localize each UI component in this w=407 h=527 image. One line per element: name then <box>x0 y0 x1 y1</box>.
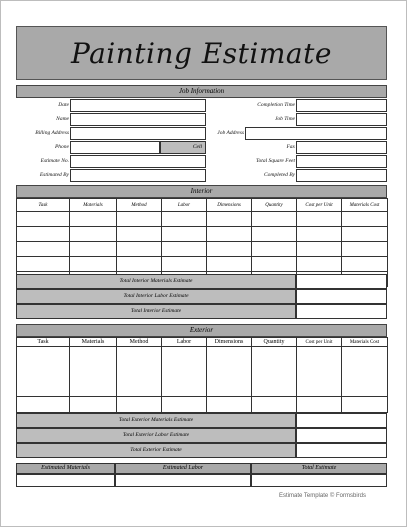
billing-address-field[interactable] <box>70 127 206 140</box>
title-banner <box>16 26 387 80</box>
exterior-cell[interactable] <box>17 397 70 413</box>
interior-total-field[interactable] <box>296 304 387 319</box>
interior-cell[interactable] <box>207 257 252 272</box>
exterior-heading: Exterior <box>16 324 387 337</box>
interior-cell[interactable] <box>117 212 162 227</box>
exterior-cell[interactable] <box>297 397 342 413</box>
interior-cell[interactable] <box>207 242 252 257</box>
interior-cell[interactable] <box>342 227 388 242</box>
phone-label: Phone <box>54 144 69 150</box>
interior-cell[interactable] <box>252 227 297 242</box>
exterior-total-field[interactable] <box>296 443 387 458</box>
interior-col-method: Method <box>117 199 162 212</box>
interior-cell[interactable] <box>17 242 70 257</box>
date-label: Date <box>58 102 69 108</box>
job-time-label: Job Time <box>274 116 295 122</box>
interior-col-materials: Materials <box>70 199 117 212</box>
fax-label: Fax <box>286 144 295 150</box>
interior-cell[interactable] <box>252 212 297 227</box>
job-information-heading: Job Information <box>16 85 387 98</box>
completion-time-field[interactable] <box>296 99 387 112</box>
exterior-materials-total-label: Total Exterior Materials Estimate <box>16 413 296 428</box>
interior-labor-total-label: Total Interior Labor Estimate <box>16 289 296 304</box>
interior-body-row <box>17 257 388 272</box>
exterior-col-quantity: Quantity <box>252 338 297 347</box>
interior-cell[interactable] <box>342 257 388 272</box>
exterior-col-cost-per-unit: Cost per Unit <box>297 338 342 347</box>
estimated-materials-field[interactable] <box>16 474 115 487</box>
cell-label: Cell <box>160 141 206 154</box>
estimated-labor-heading: Estimated Labor <box>115 463 251 474</box>
interior-cell[interactable] <box>70 227 117 242</box>
exterior-col-method: Method <box>117 338 162 347</box>
exterior-cell[interactable] <box>207 347 252 397</box>
interior-labor-total-field[interactable] <box>296 289 387 304</box>
exterior-col-materials: Materials <box>70 338 117 347</box>
interior-header-row <box>17 199 388 212</box>
job-time-field[interactable] <box>296 113 387 126</box>
interior-cell[interactable] <box>117 242 162 257</box>
interior-materials-total-label: Total Interior Materials Estimate <box>16 274 296 289</box>
interior-cell[interactable] <box>162 227 207 242</box>
interior-cell[interactable] <box>297 257 342 272</box>
total-square-feet-field[interactable] <box>296 155 387 168</box>
interior-col-dimensions: Dimensions <box>207 199 252 212</box>
estimated-by-label: Estimated By <box>39 172 69 178</box>
total-estimate-heading: Total Estimate <box>251 463 387 474</box>
interior-cell[interactable] <box>342 242 388 257</box>
date-field[interactable] <box>70 99 206 112</box>
exterior-labor-total-label: Total Exterior Labor Estimate <box>16 428 296 443</box>
interior-cell[interactable] <box>17 227 70 242</box>
exterior-cell[interactable] <box>342 397 388 413</box>
exterior-body-row <box>17 347 388 397</box>
interior-cell[interactable] <box>162 257 207 272</box>
exterior-col-materials-cost: Materials Cost <box>342 338 388 347</box>
interior-cell[interactable] <box>252 242 297 257</box>
exterior-cell[interactable] <box>70 397 117 413</box>
completed-by-label: Completed By <box>263 172 295 178</box>
exterior-table <box>16 337 388 413</box>
exterior-total-label: Total Exterior Estimate <box>16 443 296 458</box>
phone-field[interactable] <box>70 141 160 154</box>
estimated-by-field[interactable] <box>70 169 206 182</box>
job-address-field[interactable] <box>245 127 387 140</box>
exterior-cell[interactable] <box>162 397 207 413</box>
exterior-cell[interactable] <box>252 347 297 397</box>
exterior-header-row <box>17 338 388 347</box>
fax-field[interactable] <box>296 141 387 154</box>
interior-col-labor: Labor <box>162 199 207 212</box>
estimate-no-field[interactable] <box>70 155 206 168</box>
interior-col-materials-cost: Materials Cost <box>342 199 388 212</box>
exterior-cell[interactable] <box>207 397 252 413</box>
billing-address-label: Billing Address <box>35 130 69 136</box>
completion-time-label: Completion Time <box>257 102 295 108</box>
completed-by-field[interactable] <box>296 169 387 182</box>
total-square-feet-label: Total Square Feet <box>255 158 295 164</box>
exterior-body-row <box>17 397 388 413</box>
interior-cell[interactable] <box>117 227 162 242</box>
exterior-cell[interactable] <box>117 397 162 413</box>
interior-body-row <box>17 242 388 257</box>
interior-cell[interactable] <box>162 212 207 227</box>
interior-cell[interactable] <box>252 257 297 272</box>
interior-cell[interactable] <box>70 242 117 257</box>
interior-cell[interactable] <box>70 257 117 272</box>
interior-cell[interactable] <box>207 212 252 227</box>
exterior-cell[interactable] <box>252 397 297 413</box>
interior-cell[interactable] <box>342 212 388 227</box>
name-field[interactable] <box>70 113 206 126</box>
exterior-cell[interactable] <box>162 347 207 397</box>
job-address-label: Job Address <box>217 130 244 136</box>
exterior-cell[interactable] <box>70 347 117 397</box>
interior-cell[interactable] <box>297 212 342 227</box>
total-estimate-field[interactable] <box>251 474 387 487</box>
estimated-labor-field[interactable] <box>115 474 251 487</box>
interior-cell[interactable] <box>17 212 70 227</box>
interior-cell[interactable] <box>117 257 162 272</box>
interior-cell[interactable] <box>17 257 70 272</box>
interior-cell[interactable] <box>297 227 342 242</box>
interior-heading: Interior <box>16 185 387 198</box>
exterior-col-dimensions: Dimensions <box>207 338 252 347</box>
estimated-materials-heading: Estimated Materials <box>16 463 115 474</box>
interior-col-cost-per-unit: Cost per Unit <box>297 199 342 212</box>
interior-body-row <box>17 227 388 242</box>
exterior-materials-total-field[interactable] <box>296 413 387 428</box>
interior-cell[interactable] <box>207 227 252 242</box>
interior-cell[interactable] <box>70 212 117 227</box>
exterior-cell[interactable] <box>297 347 342 397</box>
interior-cell[interactable] <box>162 242 207 257</box>
exterior-col-labor: Labor <box>162 338 207 347</box>
exterior-col-task: Task <box>17 338 70 347</box>
name-label: Name <box>56 116 69 122</box>
interior-col-quantity: Quantity <box>252 199 297 212</box>
estimate-no-label: Estimate No. <box>40 158 69 164</box>
interior-cell[interactable] <box>297 242 342 257</box>
interior-materials-total-field[interactable] <box>296 274 387 289</box>
exterior-cell[interactable] <box>117 347 162 397</box>
exterior-labor-total-field[interactable] <box>296 428 387 443</box>
form-title: Painting Estimate <box>71 36 332 70</box>
exterior-cell[interactable] <box>17 347 70 397</box>
interior-col-task: Task <box>17 199 70 212</box>
interior-body-row <box>17 212 388 227</box>
interior-total-label: Total Interior Estimate <box>16 304 296 319</box>
footer-credit: Estimate Template © Formsbirds <box>278 493 366 499</box>
exterior-cell[interactable] <box>342 347 388 397</box>
